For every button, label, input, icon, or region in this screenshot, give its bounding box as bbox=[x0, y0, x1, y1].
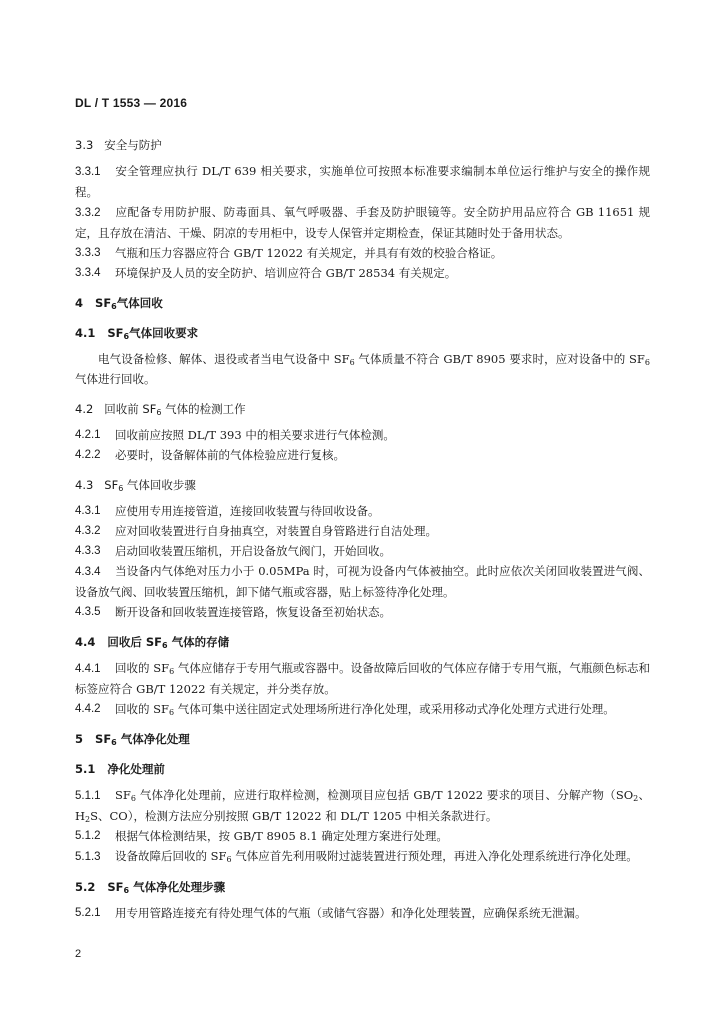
clause-3-3-2 bbox=[75, 202, 650, 243]
clause-4-3-5 bbox=[75, 602, 650, 622]
clause-text: 气瓶和压力容器应符合 GB/T 12022 有关规定，并具有有效的校验合格证。 bbox=[115, 246, 503, 260]
clause-number: 4.3.4 bbox=[75, 566, 101, 578]
clause-4-3-4 bbox=[75, 561, 650, 602]
section-number: 4 bbox=[75, 296, 84, 310]
clause-4-3-3 bbox=[75, 541, 650, 561]
section-title: 气体净化处理 bbox=[116, 732, 190, 746]
section-5-1-heading bbox=[75, 759, 650, 779]
section-title: 气体回收要求 bbox=[129, 326, 199, 340]
page-number: 2 bbox=[75, 948, 82, 960]
section-number: 4.1 bbox=[75, 326, 96, 340]
clause-number: 4.2.2 bbox=[75, 449, 101, 461]
document-code-header: DL / T 1553 — 2016 bbox=[75, 96, 188, 110]
clause-4-3-1 bbox=[75, 501, 650, 521]
section-4-3-heading: 4.3 $SF_6$ 气体回收步骤 bbox=[75, 478, 196, 493]
clause-4-3-2 bbox=[75, 521, 650, 541]
clause-number: 3.3.2 bbox=[75, 207, 101, 219]
section-number: 5.1 bbox=[75, 762, 96, 776]
section-4-2-heading: 4.2 回收前 $SF_6$ 气体的检测工作 bbox=[75, 402, 246, 417]
section-5-heading: 5 $SF_6$ 气体净化处理 bbox=[75, 732, 190, 747]
section-title: 气体回收 bbox=[116, 296, 163, 310]
clause-4-2-1 bbox=[75, 425, 650, 445]
clause-number: 4.3.2 bbox=[75, 525, 101, 537]
clause-3-3-1 bbox=[75, 161, 650, 202]
clause-number: 4.3.3 bbox=[75, 545, 101, 557]
clause-text: 应配备专用防护服、防毒面具、氧气呼吸器、手套及防护眼镜等。安全防护用品应符合 GB 11651 规定，且存放在清洁、干燥、阴凉的专用柜中，设专人保管并定期检查，保证其随时处于备用状态。 bbox=[75, 205, 650, 240]
section-title: 气体的存储 bbox=[167, 635, 230, 649]
clause-number: 3.3.4 bbox=[75, 267, 101, 279]
paragraph-4-1: 电气设备检修、解体、退役或者当电气设备中 $SF_6$ 气体质量不符合 GB/T 8905 要求时，应对设备中的 $SF_6$ 气体进行回收。 bbox=[75, 352, 650, 386]
clause-number: 4.4.1 bbox=[75, 663, 101, 675]
clause-3-3-3 bbox=[75, 243, 650, 263]
section-4-heading: 4 $SF_6$气体回收 bbox=[75, 296, 163, 311]
clause-text: 当设备内气体绝对压力小于 0.05MPa 时，可视为设备内气体被抽空。此时应依次关闭回收装置进气阀、设备放气阀、回收装置压缩机，卸下储气瓶或容器，贴上标签待净化处理。 bbox=[75, 564, 650, 599]
section-number: 4.3 bbox=[75, 478, 94, 492]
clause-5-1-1: 5.1.1 $SF_6$ 气体净化处理前，应进行取样检测，检测项目应包括 GB/T 12022 要求的项目、分解产物（$SO_2$、$H_2S$、CO），检测方法应分别按照 GB/T 12022 和 DL/T 1205 中相关条款进行。 bbox=[75, 788, 650, 824]
section-number: 5.2 bbox=[75, 880, 96, 894]
clause-5-2-1 bbox=[75, 903, 650, 923]
section-title: 净化处理前 bbox=[107, 762, 165, 776]
section-number: 4.4 bbox=[75, 635, 96, 649]
document-body bbox=[75, 135, 650, 923]
section-title: 气体净化处理步骤 bbox=[129, 880, 226, 894]
clause-text: 启动回收装置压缩机，开启设备放气阀门，开始回收。 bbox=[115, 544, 391, 558]
clause-number: 5.1.2 bbox=[75, 830, 101, 842]
clause-text: 应使用专用连接管道，连接回收装置与待回收设备。 bbox=[115, 504, 380, 518]
section-number: 5 bbox=[75, 732, 84, 746]
clause-number: 5.1.3 bbox=[75, 851, 101, 863]
clause-number: 4.3.1 bbox=[75, 505, 101, 517]
clause-3-3-4 bbox=[75, 263, 650, 283]
clause-4-4-1: 4.4.1 回收的 $SF_6$ 气体应储存于专用气瓶或容器中。设备故障后回收的气体应存储于专用气瓶，气瓶颜色标志和标签应符合 GB/T 12022 有关规定，并分类存放。 bbox=[75, 661, 650, 696]
clause-text: 断开设备和回收装置连接管路，恢复设备至初始状态。 bbox=[115, 605, 391, 619]
section-title: 气体回收步骤 bbox=[123, 478, 196, 492]
clause-5-1-3: 5.1.3 设备故障后回收的 $SF_6$ 气体应首先利用吸附过滤装置进行预处理，再进入净化处理系统进行净化处理。 bbox=[75, 846, 650, 867]
section-number: 4.2 bbox=[75, 402, 94, 416]
section-5-2-heading: 5.2 $SF_6$ 气体净化处理步骤 bbox=[75, 880, 226, 895]
clause-5-1-2 bbox=[75, 826, 650, 846]
clause-text: 必要时，设备解体前的气体检验应进行复核。 bbox=[115, 448, 345, 462]
clause-text: 应对回收装置进行自身抽真空，对装置自身管路进行自洁处理。 bbox=[115, 524, 437, 538]
clause-number: 4.4.2 bbox=[75, 703, 101, 715]
clause-number: 5.1.1 bbox=[75, 790, 101, 802]
section-title: 安全与防护 bbox=[104, 138, 162, 152]
clause-text: 用专用管路连接充有待处理气体的气瓶（或储气容器）和净化处理装置，应确保系统无泄漏。 bbox=[115, 906, 587, 920]
clause-number: 3.3.1 bbox=[75, 166, 101, 178]
clause-number: 5.2.1 bbox=[75, 907, 101, 919]
clause-text: 安全管理应执行 DL/T 639 相关要求，实施单位可按照本标准要求编制本单位运行维护与安全的操作规程。 bbox=[75, 164, 650, 199]
section-3-3-heading bbox=[75, 135, 650, 155]
clause-number: 4.2.1 bbox=[75, 429, 101, 441]
section-number: 3.3 bbox=[75, 138, 94, 152]
clause-text: 根据气体检测结果，按 GB/T 8905 8.1 确定处理方案进行处理。 bbox=[115, 829, 448, 843]
clause-number: 3.3.3 bbox=[75, 247, 101, 259]
clause-4-4-2: 4.4.2 回收的 $SF_6$ 气体可集中送往固定式处理场所进行净化处理，或采用移动式净化处理方式进行处理。 bbox=[75, 699, 650, 719]
section-title: 气体的检测工作 bbox=[161, 402, 246, 416]
clause-4-2-2 bbox=[75, 445, 650, 465]
section-4-4-heading: 4.4 回收后 $SF_6$ 气体的存储 bbox=[75, 635, 230, 650]
clause-text: 环境保护及人员的安全防护、培训应符合 GB/T 28534 有关规定。 bbox=[115, 266, 457, 280]
clause-text: 回收前应按照 DL/T 393 中的相关要求进行气体检测。 bbox=[115, 428, 395, 442]
clause-number: 4.3.5 bbox=[75, 606, 101, 618]
section-4-1-heading: 4.1 $SF_6$气体回收要求 bbox=[75, 326, 199, 341]
